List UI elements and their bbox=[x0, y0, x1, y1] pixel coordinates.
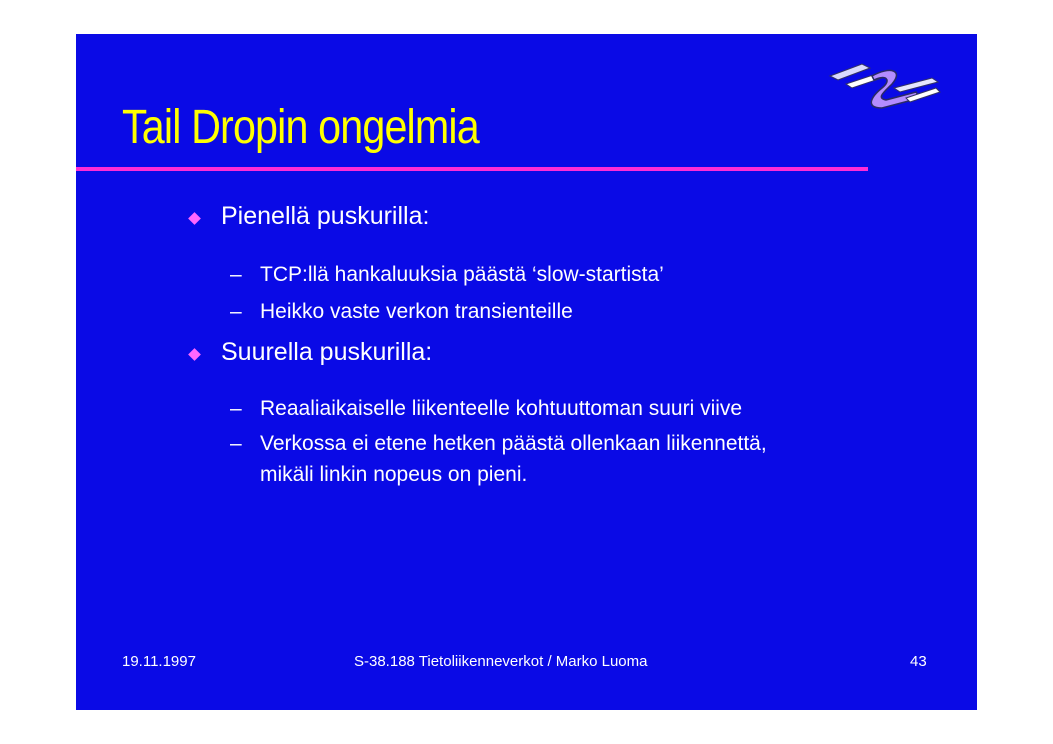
sub-item bbox=[230, 296, 573, 328]
dash-marker: – bbox=[230, 263, 242, 286]
slide-title: Tail Dropin ongelmia bbox=[122, 101, 479, 154]
sub-item bbox=[230, 428, 767, 460]
sub-item-continuation: mikäli linkin nopeus on pieni. bbox=[260, 463, 528, 486]
footer-page-number: 43 bbox=[910, 653, 927, 670]
footer-course: S-38.188 Tietoliikenneverkot / Marko Luoma bbox=[354, 653, 648, 670]
slide bbox=[76, 34, 977, 710]
sub-item-text: TCP:llä hankaluuksia päästä ‘slow-startista’ bbox=[260, 263, 664, 286]
bullet-text: Suurella puskurilla: bbox=[221, 338, 433, 366]
diamond-bullet-icon bbox=[188, 348, 201, 361]
footer-date: 19.11.1997 bbox=[122, 653, 196, 670]
dash-marker: – bbox=[230, 432, 242, 455]
bullet-text: Pienellä puskurilla: bbox=[221, 202, 430, 230]
sub-item bbox=[230, 259, 664, 291]
dash-marker: – bbox=[230, 300, 242, 323]
bullet-item-1 bbox=[190, 202, 429, 231]
bullet-item-2 bbox=[190, 338, 432, 367]
title-divider bbox=[76, 167, 868, 171]
logo-icon bbox=[824, 62, 942, 110]
dash-marker: – bbox=[230, 397, 242, 420]
sub-item bbox=[230, 393, 742, 425]
sub-item-text: Verkossa ei etene hetken päästä ollenkaan liikennettä, bbox=[260, 432, 767, 455]
sub-item-text: Heikko vaste verkon transienteille bbox=[260, 300, 573, 323]
diamond-bullet-icon bbox=[188, 212, 201, 225]
sub-item-text: Reaaliaikaiselle liikenteelle kohtuuttoman suuri viive bbox=[260, 397, 743, 420]
